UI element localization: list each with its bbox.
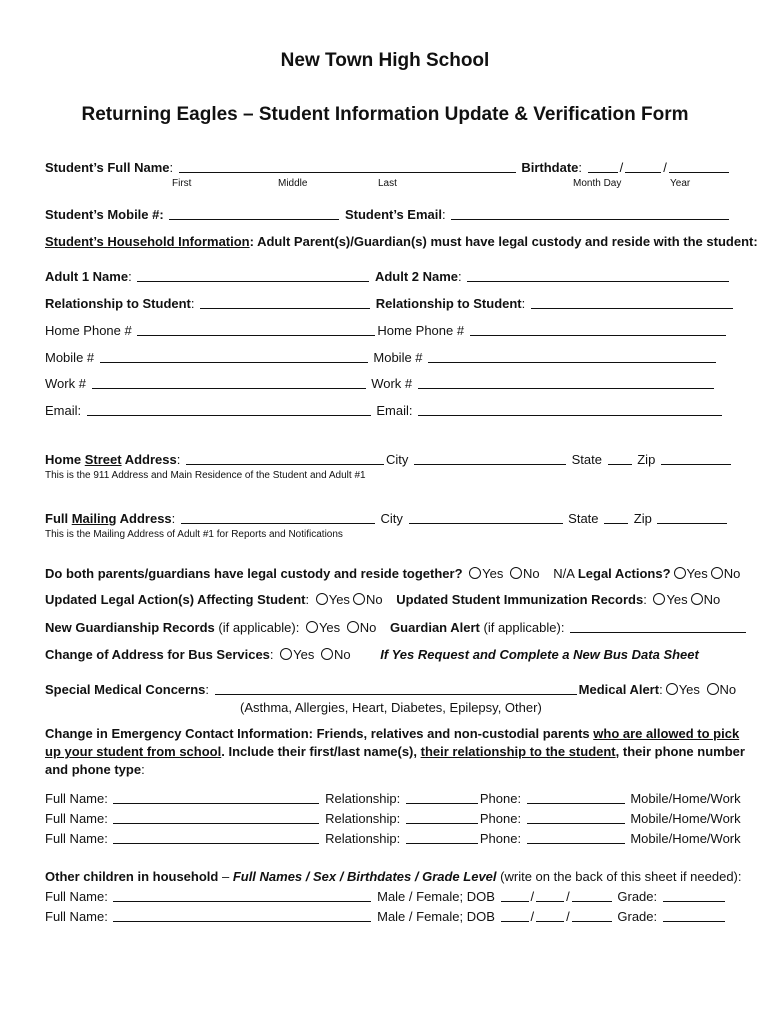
updated-immun-no-radio[interactable]: [691, 593, 703, 605]
student-name-field[interactable]: [179, 160, 516, 173]
custody-no-radio[interactable]: [510, 567, 522, 579]
child-2-name-field[interactable]: [113, 909, 371, 922]
mail-zip-field[interactable]: [657, 511, 727, 524]
emergency-2-phone-field[interactable]: [527, 811, 625, 824]
student-name-row: Student’s Full Name: Birthdate: / /: [45, 160, 731, 176]
child-2-dob-day[interactable]: [536, 909, 564, 922]
household-note: Adult Parent(s)/Guardian(s) must have legal custody and reside with the student:: [257, 234, 758, 249]
medical-alert-no-radio[interactable]: [707, 683, 719, 695]
emergency-intro-1: Change in Emergency Contact Information: Friends, relatives and non-custodial parents: [45, 726, 594, 741]
home-city-label: City: [385, 452, 409, 467]
child-2-dob-year[interactable]: [572, 909, 612, 922]
updated-records-row: Updated Legal Action(s) Affecting Student: Yes No Updated Student Immunization Records: Yes No: [45, 592, 721, 607]
student-email-label: Student’s Email: [344, 207, 442, 222]
updated-immun-no-label: No: [703, 592, 721, 607]
updated-immun-yes-radio[interactable]: [653, 593, 665, 605]
child-2-grade-label: Grade:: [617, 909, 658, 924]
updated-legal-yes-label: Yes: [328, 592, 350, 607]
legal-actions-no-radio[interactable]: [711, 567, 723, 579]
child-2-dob-month[interactable]: [501, 909, 529, 922]
emergency-3-phone-type: Mobile/Home/Work: [630, 831, 741, 846]
caption-middle: Middle: [278, 178, 308, 189]
emergency-2-relationship-field[interactable]: [406, 811, 478, 824]
emergency-3-name-field[interactable]: [113, 831, 319, 844]
adult2-relationship-label: Relationship to Student: [375, 296, 522, 311]
adult2-home-phone-label: Home Phone #: [377, 323, 465, 338]
emergency-intro-2-underlined: up your student from school: [45, 744, 222, 759]
adult2-name-field[interactable]: [467, 269, 729, 282]
emergency-1-relationship-field[interactable]: [406, 791, 478, 804]
legal-actions-label: Legal Actions?: [577, 566, 671, 581]
adult2-mobile-label: Mobile #: [373, 350, 423, 365]
guardian-alert-if-applicable: (if applicable):: [483, 620, 565, 635]
home-address-note: This is the 911 Address and Main Residence of the Student and Adult #1: [45, 470, 366, 481]
birth-month-field[interactable]: [588, 160, 618, 173]
emergency-1-phone-type: Mobile/Home/Work: [630, 791, 741, 806]
legal-actions-yes-radio[interactable]: [674, 567, 686, 579]
emergency-intro-2-underlined-b: their relationship to the student: [420, 744, 616, 759]
birthdate-label: Birthdate: [521, 160, 579, 175]
guardianship-no-radio[interactable]: [347, 621, 359, 633]
mail-address-label-b: Mailing: [71, 511, 117, 526]
emergency-2-phone-type: Mobile/Home/Work: [630, 811, 741, 826]
emergency-intro-2: . Include their first/last name(s),: [221, 744, 421, 759]
updated-legal-no-label: No: [365, 592, 383, 607]
medical-alert-yes-label: Yes: [678, 682, 700, 697]
adult2-mobile-field[interactable]: [428, 350, 716, 363]
birth-day-field[interactable]: [625, 160, 661, 173]
emergency-1-name-label: Full Name:: [45, 791, 108, 806]
mailing-address-row: Full Mailing Address: City State Zip: [45, 511, 729, 527]
child-1-dob-day[interactable]: [536, 889, 564, 902]
email-row: [45, 403, 724, 419]
child-1-grade-label: Grade:: [617, 889, 658, 904]
children-fields: Full Names / Sex / Birthdates / Grade Level: [232, 869, 497, 884]
mail-city-label: City: [380, 511, 403, 526]
caption-month-day: Month Day: [573, 178, 622, 189]
adult1-relationship-field[interactable]: [200, 296, 370, 309]
adult1-label: Adult 1 Name: [45, 269, 129, 284]
mailing-address-note: This is the Mailing Address of Adult #1 for Reports and Notifications: [45, 529, 343, 540]
adult1-work-label: Work #: [45, 376, 86, 391]
birth-year-field[interactable]: [669, 160, 729, 173]
emergency-2-name-field[interactable]: [113, 811, 319, 824]
emergency-contact-row-2: [45, 811, 741, 827]
household-heading: Student’s Household Information: [45, 234, 250, 249]
mail-address-label-c: Address: [116, 511, 172, 526]
medical-concerns-field[interactable]: [215, 682, 577, 695]
caption-first: First: [172, 178, 192, 189]
emergency-3-phone-field[interactable]: [527, 831, 625, 844]
guardianship-if-applicable: (if applicable):: [218, 620, 300, 635]
child-1-dob-year[interactable]: [572, 889, 612, 902]
emergency-intro-line1: [45, 726, 739, 742]
guardianship-yes-radio[interactable]: [306, 621, 318, 633]
guardian-alert-label: Guardian Alert: [390, 620, 480, 635]
mail-state-label: State: [568, 511, 599, 526]
emergency-intro-1-underlined: who are allowed to pick: [593, 726, 740, 741]
bus-address-row: Change of Address for Bus Services: Yes No If Yes Request and Complete a New Bus Data Sheet: [45, 647, 699, 662]
child-1-grade-field[interactable]: [663, 889, 725, 902]
home-address-row: Home Street Address: City State Zip: [45, 452, 733, 468]
updated-immun-label: Updated Student Immunization Records: [396, 592, 644, 607]
emergency-2-name-label: Full Name:: [45, 811, 108, 826]
form-title: Returning Eagles – Student Information Update & Verification Form: [81, 104, 689, 125]
adult1-home-phone-label: Home Phone #: [45, 323, 132, 338]
household-heading-row: Student’s Household Information: Adult Parent(s)/Guardian(s) must have legal custody and reside with the student:: [45, 234, 758, 249]
children-note: (write on the back of this sheet if needed):: [496, 869, 742, 884]
emergency-1-name-field[interactable]: [113, 791, 319, 804]
adult1-mobile-label: Mobile #: [45, 350, 95, 365]
child-row-2: Full Name: Male / Female; DOB / / Grade:: [45, 909, 727, 925]
medical-row: Special Medical Concerns: Medical Alert: Yes No: [45, 682, 737, 697]
emergency-3-name-label: Full Name:: [45, 831, 108, 846]
adult1-email-label: Email:: [45, 403, 82, 418]
updated-legal-label: Updated Legal Action(s) Affecting Student: [45, 592, 306, 607]
guardianship-no-label: No: [359, 620, 377, 635]
home-address-label-b: Street: [84, 452, 122, 467]
student-contact-row: Student’s Mobile #: Student’s Email:: [45, 207, 731, 223]
bus-yes-radio[interactable]: [280, 648, 292, 660]
adult2-label: Adult 2 Name: [374, 269, 459, 284]
adult2-work-field[interactable]: [418, 376, 714, 389]
student-email-field[interactable]: [451, 207, 729, 220]
child-row-1: Full Name: Male / Female; DOB / / Grade:: [45, 889, 727, 905]
child-1-name-label: Full Name:: [45, 889, 108, 904]
caption-year: Year: [670, 178, 691, 189]
student-mobile-field[interactable]: [169, 207, 339, 220]
adult2-home-phone-field[interactable]: [470, 323, 726, 336]
updated-immun-yes-label: Yes: [666, 592, 688, 607]
child-1-name-field[interactable]: [113, 889, 371, 902]
legal-actions-yes-label: Yes: [686, 566, 708, 581]
adult1-relationship-label: Relationship to Student: [45, 296, 191, 311]
medical-alert-yes-radio[interactable]: [666, 683, 678, 695]
legal-actions-no-label: No: [723, 566, 741, 581]
home-address-label-c: Address: [121, 452, 177, 467]
school-name: New Town High School: [280, 50, 490, 71]
children-heading: Other children in household: [45, 869, 219, 884]
home-state-field[interactable]: [608, 452, 632, 465]
child-2-sex-dob-label: Male / Female; DOB: [377, 909, 495, 924]
bus-yes-label: Yes: [293, 647, 315, 662]
emergency-3-relationship-field[interactable]: [406, 831, 478, 844]
adult1-mobile-field[interactable]: [100, 350, 368, 363]
home-street-field[interactable]: [186, 452, 384, 465]
adult1-email-field[interactable]: [87, 403, 371, 416]
adult2-work-label: Work #: [371, 376, 413, 391]
student-name-label: Student’s Full Name: [45, 160, 170, 175]
custody-yes-label: Yes: [482, 566, 504, 581]
child-2-grade-field[interactable]: [663, 909, 725, 922]
medical-alert-no-label: No: [719, 682, 737, 697]
custody-no-label: No: [523, 566, 540, 581]
guardianship-label: New Guardianship Records: [45, 620, 215, 635]
emergency-intro-line2: [45, 744, 745, 760]
custody-yes-radio[interactable]: [469, 567, 481, 579]
mail-state-field[interactable]: [604, 511, 628, 524]
mail-address-label-a: Full: [45, 511, 72, 526]
home-zip-label: Zip: [637, 452, 656, 467]
emergency-contact-row-3: [45, 831, 741, 847]
emergency-1-relationship-label: Relationship:: [325, 791, 401, 806]
medical-label: Special Medical Concerns: [45, 682, 206, 697]
adult1-home-phone-field[interactable]: [137, 323, 375, 336]
relationship-row: Relationship to Student: Relationship to Student:: [45, 296, 735, 312]
emergency-2-phone-label: Phone:: [479, 811, 522, 826]
home-address-label-a: Home: [45, 452, 85, 467]
home-state-label: State: [571, 452, 602, 467]
change-address-label: Change of Address for Bus Services: [45, 647, 270, 662]
mobile-row: [45, 350, 718, 366]
custody-row: [45, 566, 740, 582]
mail-zip-label: Zip: [633, 511, 652, 526]
caption-last: Last: [378, 178, 397, 189]
custody-na-label: N/A: [553, 566, 575, 581]
emergency-intro-3: and phone type: [45, 762, 142, 777]
child-2-name-label: Full Name:: [45, 909, 108, 924]
updated-legal-yes-radio[interactable]: [316, 593, 328, 605]
medical-examples: (Asthma, Allergies, Heart, Diabetes, Epilepsy, Other): [240, 700, 542, 715]
emergency-2-relationship-label: Relationship:: [325, 811, 401, 826]
child-1-dob-month[interactable]: [501, 889, 529, 902]
adult1-name-field[interactable]: [137, 269, 369, 282]
bus-note: If Yes Request and Complete a New Bus Data Sheet: [380, 647, 699, 662]
emergency-contact-row-1: [45, 791, 741, 807]
adult2-email-field[interactable]: [418, 403, 722, 416]
guardianship-row: [45, 620, 748, 636]
emergency-1-phone-label: Phone:: [479, 791, 522, 806]
student-mobile-label: Student’s Mobile #:: [45, 207, 164, 222]
bus-no-radio[interactable]: [321, 648, 333, 660]
updated-legal-no-radio[interactable]: [353, 593, 365, 605]
emergency-3-relationship-label: Relationship:: [325, 831, 401, 846]
work-row: [45, 376, 716, 392]
emergency-intro-2-end: , their phone number: [615, 744, 745, 759]
home-zip-field[interactable]: [661, 452, 731, 465]
children-heading-row: [45, 869, 742, 885]
bus-no-label: No: [334, 647, 351, 662]
home-city-field[interactable]: [414, 452, 566, 465]
emergency-3-phone-label: Phone:: [479, 831, 522, 846]
guardianship-yes-label: Yes: [318, 620, 341, 635]
custody-question: Do both parents/guardians have legal custody and reside together?: [45, 566, 463, 581]
child-1-sex-dob-label: Male / Female; DOB: [377, 889, 495, 904]
children-dash: –: [218, 869, 233, 884]
medical-alert-label: Medical Alert: [578, 682, 660, 697]
emergency-intro-line3: and phone type:: [45, 762, 145, 777]
adult-names-row: Adult 1 Name: Adult 2 Name:: [45, 269, 731, 285]
adult2-relationship-field[interactable]: [531, 296, 733, 309]
home-phone-row: [45, 323, 728, 339]
adult2-email-label: Email:: [376, 403, 413, 418]
mail-city-field[interactable]: [409, 511, 563, 524]
guardian-alert-field[interactable]: [570, 620, 746, 633]
mail-street-field[interactable]: [181, 511, 375, 524]
emergency-1-phone-field[interactable]: [527, 791, 625, 804]
adult1-work-field[interactable]: [92, 376, 366, 389]
